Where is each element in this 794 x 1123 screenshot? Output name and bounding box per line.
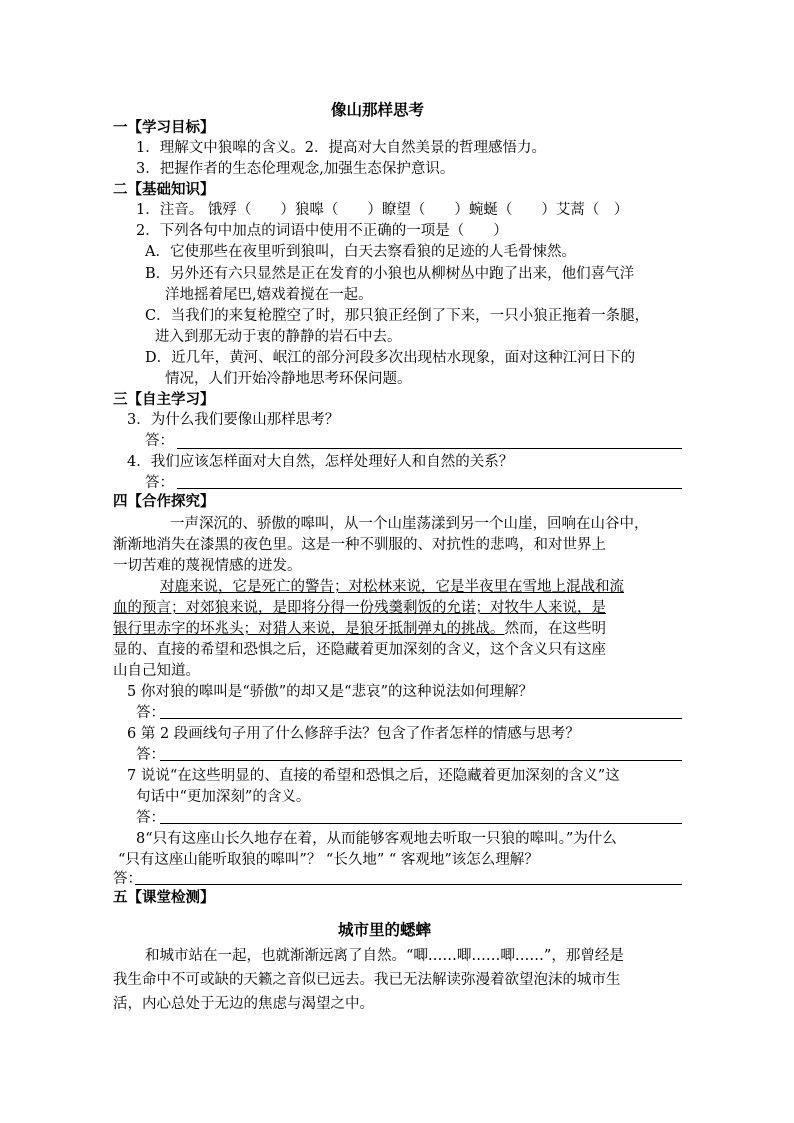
question-4: 4．我们应该怎样面对大自然，怎样处理好人和自然的关系？ xyxy=(127,454,514,470)
question-5: 5 你对狼的嗥叫是“骄傲”的却又是“悲哀”的这种说法如何理解？ xyxy=(127,684,533,700)
question-7-line-1: 7 说说“在这些明显的、直接的希望和恐惧之后，还隐藏着更加深刻的含义”这 xyxy=(127,768,620,784)
reading-line-1: 和城市站在一起，也就渐渐远离了自然。“唧……唧……唧……”，那曾经是 xyxy=(145,948,624,964)
passage-p2-line-1: 对鹿来说，它是死亡的警告；对松林来说，它是半夜里在雪地上混战和流 xyxy=(160,579,624,595)
passage-p1-line-1: 一声深沉的、骄傲的嗥叫，从一个山崖荡漾到另一个山崖，回响在山谷中， xyxy=(170,516,649,532)
option-b-line-1: B．另外还有六只显然是正在发育的小狼也从柳树丛中跑了出来，他们喜气洋 xyxy=(145,266,635,282)
reading-title: 城市里的蟋蟀 xyxy=(338,920,432,939)
section-heading-self-study: 三【自主学习】 xyxy=(113,391,215,408)
option-c-line-1: C．当我们的来复枪膛空了时，那只狼正经倒了下来，一只小狼正拖着一条腿， xyxy=(145,308,650,324)
answer-line-7[interactable] xyxy=(160,823,682,824)
option-b-line-2: 洋地摇着尾巴,嬉戏着搅在一起。 xyxy=(165,287,373,303)
goal-line-2: 3．把握作者的生态伦理观念,加强生态保护意识。 xyxy=(136,161,455,177)
answer-label-3: 答： xyxy=(145,433,174,449)
section-heading-cooperative: 四【合作探究】 xyxy=(113,493,215,510)
question-8-line-1: 8“只有这座山长久地存在着，从而能够客观地去听取一只狼的嗥叫。”为什么 xyxy=(136,831,617,847)
question-2: 2．下列各句中加点的词语中使用不正确的一项是（ ） xyxy=(136,223,508,239)
passage-p1-line-2: 渐渐地消失在漆黑的夜色里。这是一种不驯服的、对抗性的悲鸣，和对世界上 xyxy=(113,537,606,553)
answer-label-8: 答： xyxy=(113,871,142,887)
option-d-line-1: D．近几年，黄河、岷江的部分河段多次出现枯水现象，面对这种江河日下的 xyxy=(145,350,636,366)
passage-p1-line-3: 一切苦难的蔑视情感的迸发。 xyxy=(113,558,302,574)
answer-label-7: 答： xyxy=(136,810,165,826)
option-d-line-2: 情况，人们开始冷静地思考环保问题。 xyxy=(165,371,412,387)
passage-p2-line-5: 山自己知道。 xyxy=(113,663,200,679)
option-a: A．它使那些在夜里听到狼叫，白天去察看狼的足迹的人毛骨悚然。 xyxy=(145,244,576,260)
question-8-line-2: “只有这座山能听取狼的嗥叫”？ “长久地” “ 客观地”该怎么理解？ xyxy=(118,852,539,868)
question-7-line-2: 句话中“更加深刻”的含义。 xyxy=(136,789,311,805)
reading-line-2: 我生命中不可或缺的天籁之音似已远去。我已无法解读弥漫着欲望泡沫的城市生 xyxy=(113,972,621,988)
answer-label-4: 答： xyxy=(145,475,174,491)
goal-line-1: 1．理解文中狼嗥的含义。2．提高对大自然美景的哲理感悟力。 xyxy=(136,140,546,156)
passage-p2-line-4: 显的、直接的希望和恐惧之后，还隐藏着更加深刻的含义，这个含义只有这座 xyxy=(113,642,606,658)
passage-p2-line-2: 血的预言；对郊狼来说，是即将分得一份残羹剩饭的允诺；对牧牛人来说，是 xyxy=(113,600,606,616)
answer-label-6: 答： xyxy=(136,747,165,763)
question-3: 3．为什么我们要像山那样思考？ xyxy=(127,412,340,428)
passage-p2-line-3-underlined: 银行里赤字的坏兆头；对猎人来说，是狼牙抵制弹丸的挑战。 xyxy=(113,621,505,637)
answer-line-8[interactable] xyxy=(135,884,682,885)
reading-line-3: 活，内心总处于无边的焦虑与渴望之中。 xyxy=(113,996,374,1012)
answer-line-4[interactable] xyxy=(177,488,682,489)
passage-p2-line-3-rest: 然而，在这些明 xyxy=(504,621,606,637)
section-heading-goals: 一【学习目标】 xyxy=(113,119,215,136)
answer-label-5: 答： xyxy=(136,705,165,721)
option-c-line-2: 进入到那无动于衷的静静的岩石中去。 xyxy=(155,329,402,345)
answer-line-6[interactable] xyxy=(160,760,682,761)
question-1: 1．注音。 饿殍（ ）狼嗥（ ）瞭望（ ）蜿蜒（ ）艾蒿（ ） xyxy=(136,202,629,218)
question-6: 6 第 2 段画线句子用了什么修辞手法？包含了作者怎样的情感与思考？ xyxy=(127,726,580,742)
section-heading-basics: 二【基础知识】 xyxy=(113,181,215,198)
section-heading-test: 五【课堂检测】 xyxy=(113,889,215,906)
passage-p2-line-3 xyxy=(113,619,606,639)
document-title: 像山那样思考 xyxy=(331,100,425,119)
answer-line-3[interactable] xyxy=(177,448,682,449)
answer-line-5[interactable] xyxy=(160,718,682,719)
